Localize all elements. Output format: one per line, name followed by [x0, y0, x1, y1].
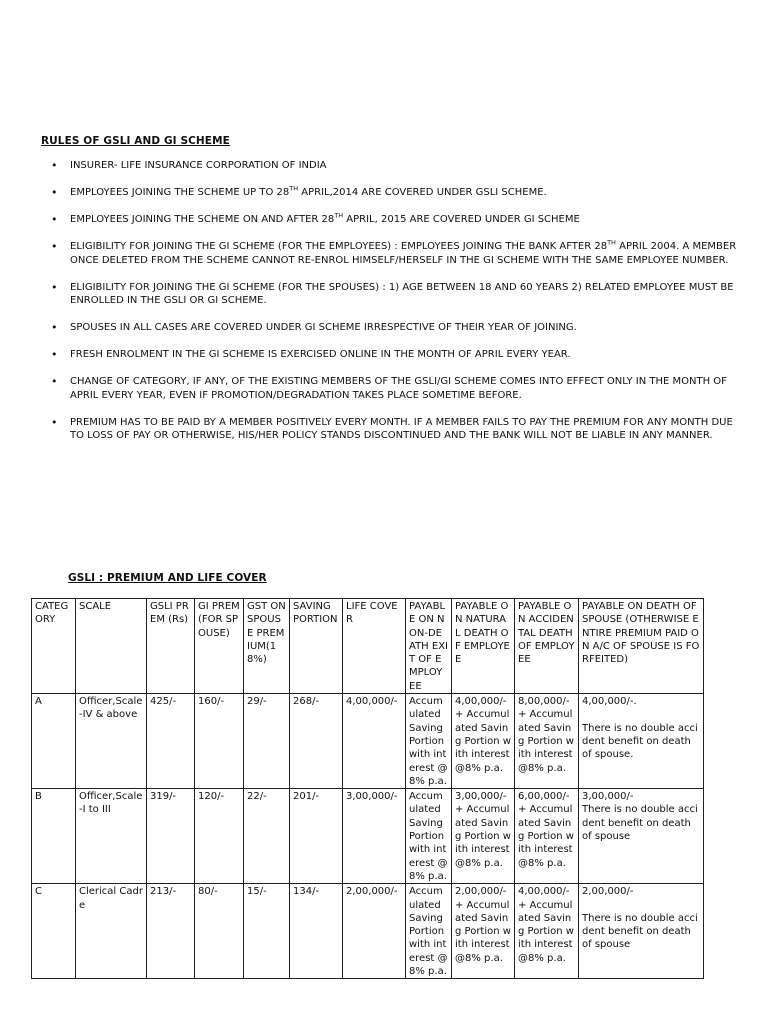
table-cell: 15/-: [244, 884, 290, 979]
table-cell: 6,00,000/- + Accumulated Saving Portion with interest @8% p.a.: [515, 789, 579, 884]
table-cell: 2,00,000/- + Accumulated Saving Portion with interest @8% p.a.: [452, 884, 515, 979]
table-row: [32, 884, 704, 979]
column-header: GSLI PREM (Rs): [147, 599, 195, 694]
rule-text: SPOUSES IN ALL CASES ARE COVERED UNDER GI SCHEME IRRESPECTIVE OF THEIR YEAR OF JOINING.: [70, 322, 577, 333]
premium-table-heading: GSLI : PREMIUM AND LIFE COVER: [68, 572, 267, 584]
table-cell: C: [32, 884, 76, 979]
table-cell: 22/-: [244, 789, 290, 884]
column-header: GST ON SPOUSE PREMIUM(18%): [244, 599, 290, 694]
rule-item: [48, 281, 748, 308]
rule-text: EMPLOYEES JOINING THE SCHEME UP TO 28: [70, 187, 290, 198]
column-header: PAYABLE ON DEATH OF SPOUSE (OTHERWISE ENTIRE PREMIUM PAID ON A/C OF SPOUSE IS FORFEITED): [579, 599, 704, 694]
table-cell: 319/-: [147, 789, 195, 884]
table-cell: 80/-: [195, 884, 244, 979]
column-header: SAVING PORTION: [290, 599, 343, 694]
column-header: PAYABLE ON NATURAL DEATH OF EMPLOYEE: [452, 599, 515, 694]
table-row: [32, 694, 704, 789]
rule-item: [48, 375, 748, 402]
rule-text: INSURER- LIFE INSURANCE CORPORATION OF INDIA: [70, 160, 327, 171]
table-cell: Officer,Scale-I to III: [76, 789, 147, 884]
column-header: LIFE COVER: [343, 599, 406, 694]
table-cell: 29/-: [244, 694, 290, 789]
rule-item: [48, 186, 748, 200]
rule-text: APRIL,2014 ARE COVERED UNDER GSLI SCHEME.: [298, 187, 547, 198]
table-cell: 2,00,000/-: [343, 884, 406, 979]
table-cell: Accumulated Saving Portion with interest @8% p.a.: [406, 694, 452, 789]
rule-text: FRESH ENROLMENT IN THE GI SCHEME IS EXERCISED ONLINE IN THE MONTH OF APRIL EVERY YEAR.: [70, 349, 571, 360]
rule-item: [48, 159, 748, 173]
column-header: PAYABLE ON NON-DEATH EXIT OF EMPLOYEE: [406, 599, 452, 694]
rules-heading: RULES OF GSLI AND GI SCHEME: [41, 135, 230, 147]
ordinal-suffix: TH: [607, 238, 616, 247]
table-cell: 120/-: [195, 789, 244, 884]
table-cell: 4,00,000/-: [343, 694, 406, 789]
rule-item: [48, 348, 748, 362]
rule-text: APRIL 2004. A MEMBER ONCE DELETED FROM THE SCHEME CANNOT RE-ENROL HIMSELF/HERSELF IN THE GI SCHEME WITH THE SAME EMPLOYEE NUMBER.: [70, 241, 737, 266]
rule-item: [48, 240, 748, 267]
rule-text: EMPLOYEES JOINING THE SCHEME ON AND AFTER 28: [70, 214, 335, 225]
table-cell: 3,00,000/-: [343, 789, 406, 884]
column-header: GI PREM (FOR SPOUSE): [195, 599, 244, 694]
table-cell: 201/-: [290, 789, 343, 884]
ordinal-suffix: TH: [334, 211, 344, 220]
rule-text: ELIGIBILITY FOR JOINING THE GI SCHEME (FOR THE EMPLOYEES) : EMPLOYEES JOINING THE BANK AFTER 28: [70, 241, 608, 252]
table-cell: 268/-: [290, 694, 343, 789]
rule-text: ELIGIBILITY FOR JOINING THE GI SCHEME (FOR THE SPOUSES) : 1) AGE BETWEEN 18 AND 60 YEARS 2) RELATED EMPLOYEE MUST BE ENROLLED IN THE GSLI OR GI SCHEME.: [70, 281, 734, 306]
ordinal-suffix: TH: [289, 184, 299, 193]
rules-list: [48, 159, 748, 456]
table-cell: 2,00,000/- There is no double accident benefit on death of spouse: [579, 884, 704, 979]
column-header: CATEGORY: [32, 599, 76, 694]
table-cell: Officer,Scale-IV & above: [76, 694, 147, 789]
table-cell: Clerical Cadre: [76, 884, 147, 979]
premium-table: [31, 598, 704, 979]
table-cell: 4,00,000/-. There is no double accident benefit on death of spouse.: [579, 694, 704, 789]
table-cell: 160/-: [195, 694, 244, 789]
table-cell: Accumulated Saving Portion with interest @8% p.a.: [406, 884, 452, 979]
rule-item: [48, 213, 748, 227]
rule-text: CHANGE OF CATEGORY, IF ANY, OF THE EXISTING MEMBERS OF THE GSLI/GI SCHEME COMES INTO EFFECT ONLY IN THE MONTH OF APRIL EVERY YEAR, EVEN IF PROMOTION/DEGRADATION TAKES PLACE SOMETIME BEFORE.: [70, 376, 727, 401]
table-row: [32, 789, 704, 884]
table-cell: Accumulated Saving Portion with interest @8% p.a.: [406, 789, 452, 884]
rule-item: [48, 321, 748, 335]
table-cell: 425/-: [147, 694, 195, 789]
table-body: [32, 694, 704, 979]
rule-text: APRIL, 2015 ARE COVERED UNDER GI SCHEME: [343, 214, 580, 225]
table-cell: 8,00,000/- + Accumulated Saving Portion with interest @8% p.a.: [515, 694, 579, 789]
table-cell: 4,00,000/- + Accumulated Saving Portion with interest @8% p.a.: [515, 884, 579, 979]
table-cell: B: [32, 789, 76, 884]
table-cell: 4,00,000/- + Accumulated Saving Portion with interest @8% p.a.: [452, 694, 515, 789]
table-cell: 213/-: [147, 884, 195, 979]
table-cell: 3,00,000/- + Accumulated Saving Portion with interest @8% p.a.: [452, 789, 515, 884]
column-header: SCALE: [76, 599, 147, 694]
table-cell: 134/-: [290, 884, 343, 979]
rule-item: [48, 416, 748, 443]
table-cell: 3,00,000/- There is no double accident benefit on death of spouse: [579, 789, 704, 884]
table-header-row: [32, 599, 704, 694]
column-header: PAYABLE ON ACCIDENTAL DEATH OF EMPLOYEE: [515, 599, 579, 694]
rule-text: PREMIUM HAS TO BE PAID BY A MEMBER POSITIVELY EVERY MONTH. IF A MEMBER FAILS TO PAY THE PREMIUM FOR ANY MONTH DUE TO LOSS OF PAY OR OTHERWISE, HIS/HER POLICY STANDS DISCONTINUED AND THE BANK WILL NOT BE LIABLE IN ANY MANNER.: [70, 416, 733, 441]
table-cell: A: [32, 694, 76, 789]
